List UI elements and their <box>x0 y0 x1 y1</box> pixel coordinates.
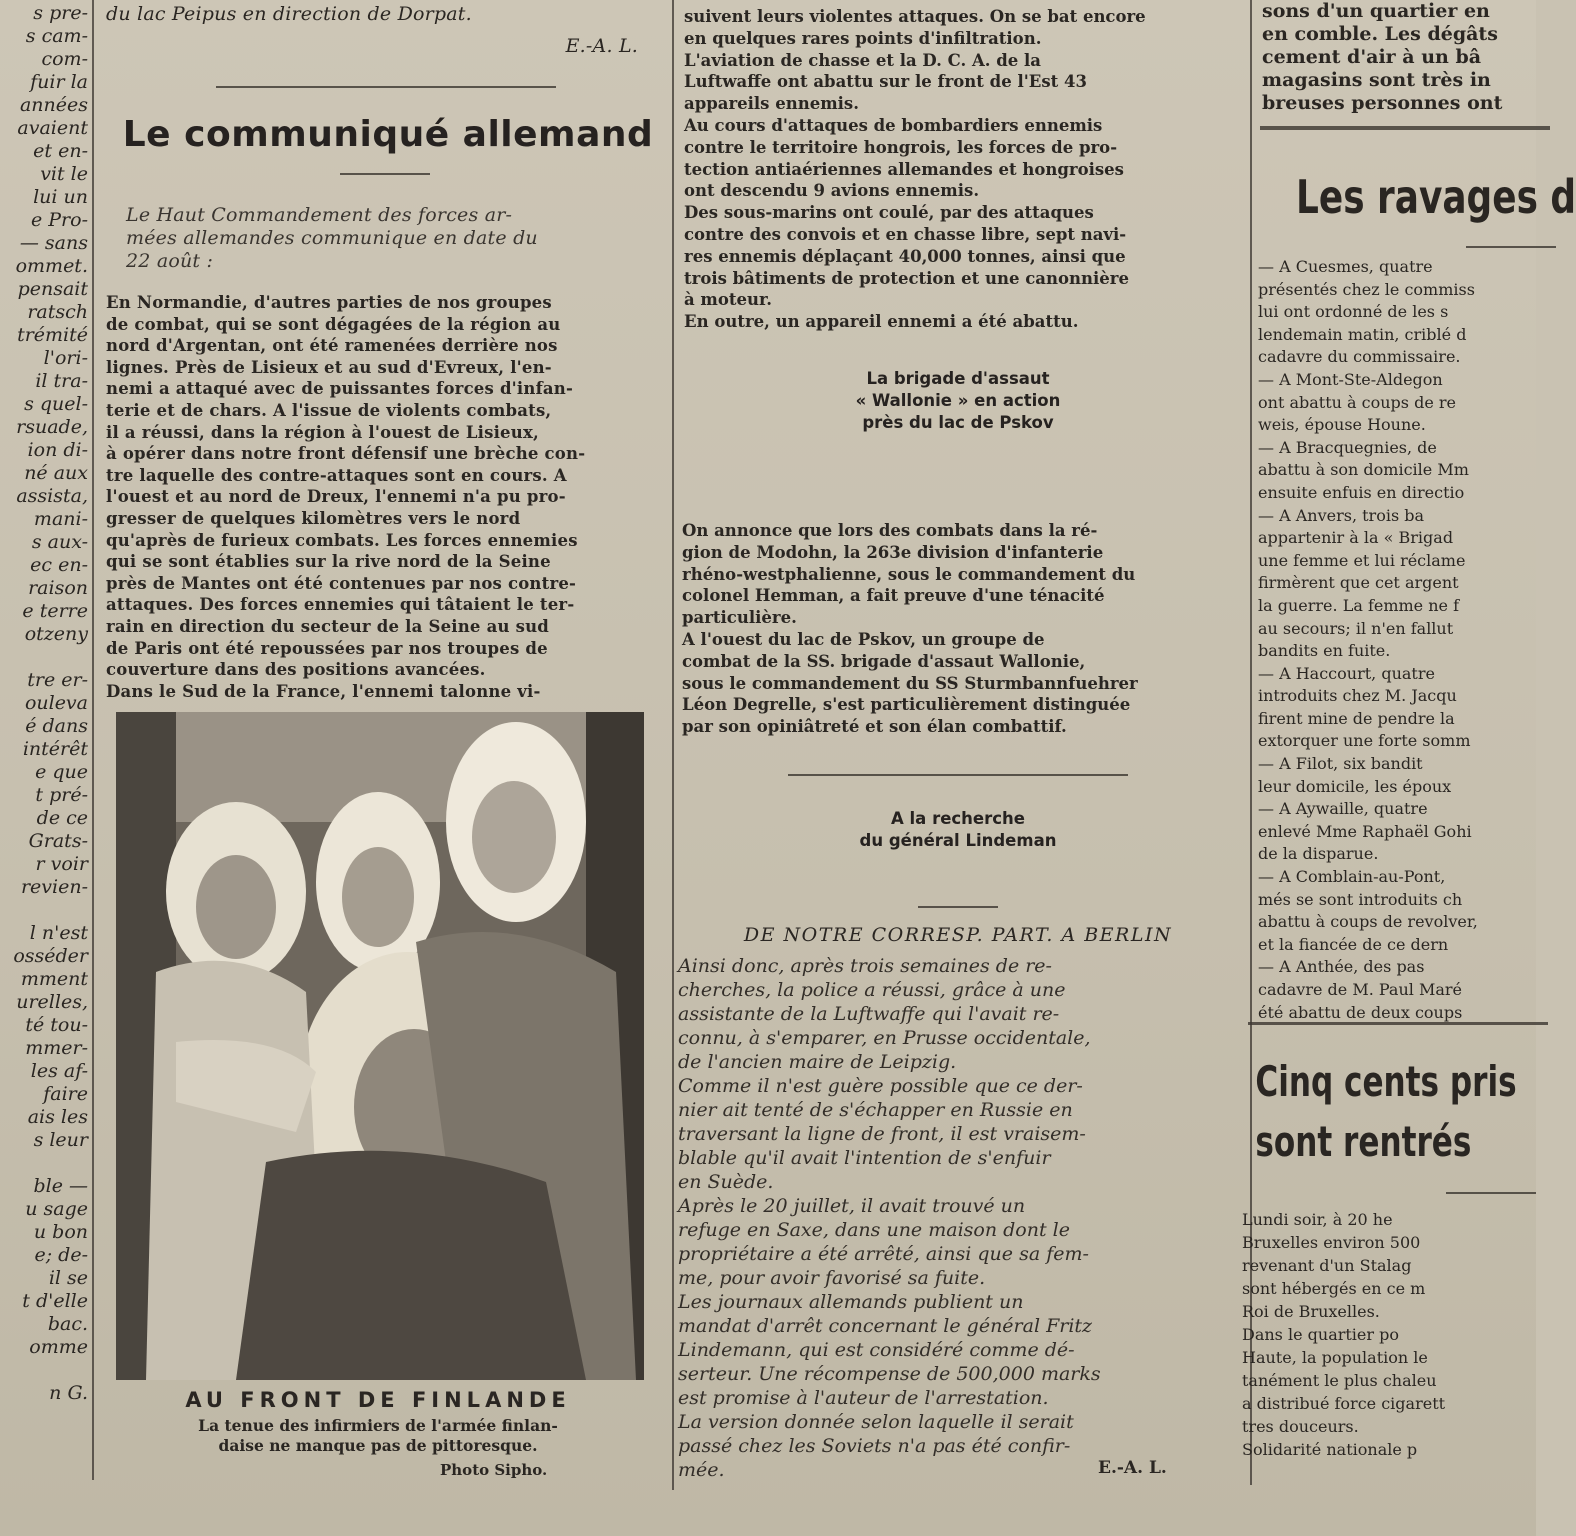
text-line: rhéno-westphalienne, sous le commandement du <box>682 564 1136 584</box>
text-line: assista, <box>16 485 88 507</box>
text-line: Après le 20 juillet, il avait trouvé un <box>678 1195 1026 1217</box>
text-line: introduits chez M. Jacqu <box>1258 686 1457 706</box>
text-line: e Pro- <box>30 209 88 231</box>
text-line: connu, à s'emparer, en Prusse occidentale, <box>678 1027 1091 1049</box>
text-line: Luftwaffe ont abattu sur le front de l'Est 43 <box>684 72 1087 92</box>
text-line: ble — <box>33 1175 88 1197</box>
text-line: Dans le quartier po <box>1242 1325 1399 1344</box>
text-line: ommet. <box>15 255 88 277</box>
text-line: particulière. <box>682 608 797 628</box>
text-line: appareils ennemis. <box>684 94 859 114</box>
text-line: mmer- <box>25 1037 88 1059</box>
separator <box>340 173 430 175</box>
text-line: ratsch <box>27 301 88 323</box>
text-line: Lundi soir, à 20 he <box>1242 1210 1393 1229</box>
photo-credit: Photo Sipho. <box>440 1461 548 1479</box>
text-line: bac. <box>47 1313 88 1335</box>
text-line: En Normandie, d'autres parties de nos groupes <box>106 293 552 312</box>
text-line: cherches, la police a réussi, grâce à une <box>678 979 1066 1001</box>
text-line: cadavre de M. Paul Maré <box>1258 980 1463 999</box>
headline-ravages: Les ravages d <box>1296 170 1576 224</box>
photo-image <box>116 712 644 1380</box>
text-line: l'ouest et au nord de Dreux, l'ennemi n'a pu pro- <box>106 487 566 507</box>
text-line: mani- <box>33 508 88 530</box>
text-line: sous le commandement du SS Sturmbannfuehrer <box>682 673 1138 693</box>
text-line: Solidarité nationale p <box>1242 1440 1418 1459</box>
text-line: cement d'air à un bâ <box>1262 46 1482 68</box>
photo-caption <box>108 1416 648 1456</box>
separator <box>1466 246 1556 248</box>
text-line: A l'ouest du lac de Pskov, un groupe de <box>682 629 1045 649</box>
text-line: mandat d'arrêt concernant le général Fritz <box>678 1315 1093 1337</box>
body-communique <box>106 292 668 702</box>
text-line: me, pour avoir favorisé sa fuite. <box>678 1267 986 1289</box>
signature: E.-A. L. <box>1098 1458 1167 1478</box>
text-line: la guerre. La femme ne f <box>1258 595 1460 615</box>
separator <box>788 774 1128 776</box>
body-top <box>684 6 1246 333</box>
text-line: suivent leurs violentes attaques. On se bat encore <box>684 7 1146 26</box>
text-line: l n'est <box>29 922 88 944</box>
text-line: Le Haut Commandement des forces ar- <box>126 204 513 226</box>
text-line: Léon Degrelle, s'est particulièrement distinguée <box>682 695 1131 715</box>
text-line: ec en- <box>30 554 88 576</box>
text-line: au secours; il n'en fallut <box>1258 618 1454 638</box>
text-line: gresser de quelques kilomètres vers le nord <box>106 508 521 528</box>
body-ravages <box>1258 256 1558 1024</box>
text-line: Roi de Bruxelles. <box>1242 1302 1380 1321</box>
text-line: à opérer dans notre front défensif une brèche con- <box>106 444 586 464</box>
text-line: nier ait tenté de s'échapper en Russie en <box>678 1099 1073 1121</box>
body-top-right <box>1262 0 1562 115</box>
text-line: té tou- <box>25 1014 88 1036</box>
separator <box>216 86 556 88</box>
text-line: trémité <box>17 324 88 346</box>
text-line: — A Aywaille, quatre <box>1258 799 1428 819</box>
body-wallonie <box>682 520 1244 738</box>
text-line: osséder <box>13 945 88 967</box>
text-line: s cam- <box>25 25 88 47</box>
text-line: t d'elle <box>22 1290 88 1312</box>
text-line: t pré- <box>35 784 88 806</box>
text-line: En outre, un appareil ennemi a été abattu. <box>684 312 1079 332</box>
intro <box>126 204 668 273</box>
text-line: rsuade, <box>16 416 88 438</box>
text-line: assistante de la Luftwaffe qui l'avait re- <box>678 1003 1060 1025</box>
text-line: terie et de chars. A l'issue de violents combats, <box>106 400 552 420</box>
column-right <box>1242 0 1576 1536</box>
text-line: tres douceurs. <box>1242 1417 1359 1436</box>
text-line: près de Mantes ont été contenues par nos contre- <box>106 573 577 593</box>
text-line: pensait <box>17 278 88 300</box>
text-line: en comble. Les dégâts <box>1262 23 1498 45</box>
text-line: colonel Hemman, a fait preuve d'une ténacité <box>682 586 1105 606</box>
separator <box>1248 1022 1548 1025</box>
text-line: vit le <box>40 163 88 185</box>
text-line: cadavre du commissaire. <box>1258 347 1461 367</box>
body-prisonniers <box>1242 1208 1542 1461</box>
text-line: revenant d'un Stalag <box>1242 1256 1412 1275</box>
text-line: Comme il n'est guère possible que ce der- <box>678 1075 1083 1097</box>
text-line: en quelques rares points d'infiltration. <box>684 28 1042 48</box>
headline-lindeman <box>678 808 1238 852</box>
text-line: e; de- <box>34 1244 88 1266</box>
text-line: l'ori- <box>43 347 88 369</box>
text-line: r voir <box>35 853 88 875</box>
column-rule <box>672 0 674 1490</box>
text-line: combat de la SS. brigade d'assaut Wallonie, <box>682 651 1086 671</box>
text-line: raison <box>28 577 88 599</box>
text-line: contre le territoire hongrois, les forces de pro- <box>684 137 1118 157</box>
text-line <box>0 1152 88 1175</box>
text-line: breuses personnes ont <box>1262 92 1503 114</box>
text-line: weis, épouse Houne. <box>1258 415 1426 435</box>
text-line: qu'après de furieux combats. Les forces ennemies <box>106 530 578 550</box>
headline-line: sont rentrés <box>1255 1117 1472 1166</box>
text-line: lui ont ordonné de les s <box>1258 302 1449 322</box>
text-line: de ce <box>36 807 88 829</box>
text-line: de l'ancien maire de Leipzig. <box>678 1051 957 1073</box>
headline-line: Cinq cents pris <box>1255 1057 1517 1106</box>
text-line: tre er- <box>27 669 88 691</box>
text-line: — sans <box>19 232 88 254</box>
text-line: à moteur. <box>684 290 772 310</box>
text-line: Haute, la population le <box>1242 1348 1428 1367</box>
text-line: qui se sont établies sur la rive nord de la Seine <box>106 552 551 572</box>
headline-line: La brigade d'assaut <box>866 369 1050 388</box>
text-line: mée. <box>678 1459 725 1481</box>
text-line: s leur <box>33 1129 88 1151</box>
text-line: appartenir à la « Brigad <box>1258 528 1454 548</box>
text-line: On annonce que lors des combats dans la ré- <box>682 521 1098 540</box>
signature: E.-A. L. <box>565 35 638 57</box>
text-line: propriétaire a été arrêté, ainsi que sa fem- <box>678 1243 1089 1265</box>
text-line: blable qu'il avait l'intention de s'enfuir <box>678 1147 1051 1169</box>
text-line: et la fiancée de ce dern <box>1258 934 1449 954</box>
text-line: — A Anthée, des pas <box>1258 957 1425 977</box>
text-line: avaient <box>17 117 88 139</box>
text-line: une femme et lui réclame <box>1258 550 1466 570</box>
text-line: du lac Peipus en direction de Dorpat. <box>106 3 472 25</box>
text-line: les af- <box>30 1060 88 1082</box>
text-line: années <box>19 94 88 116</box>
text-line: magasins sont très in <box>1262 69 1491 91</box>
column-rule <box>92 0 94 1480</box>
text-line: leur domicile, les époux <box>1258 776 1452 796</box>
text-line: — A Anvers, trois ba <box>1258 505 1425 525</box>
text-line: firmèrent que cet argent <box>1258 573 1459 593</box>
text-line: u sage <box>25 1198 88 1220</box>
text-line: abattu à son domicile Mm <box>1258 460 1469 480</box>
text-line: ont descendu 9 avions ennemis. <box>684 181 980 201</box>
text-line: sons d'un quartier en <box>1262 0 1490 22</box>
text-line: — A Mont-Ste-Aldegon <box>1258 369 1443 389</box>
text-line <box>0 899 88 922</box>
text-line: lui un <box>33 186 88 208</box>
headline-line: près du lac de Pskov <box>862 412 1054 432</box>
text-line: ensuite enfuis en directio <box>1258 482 1465 502</box>
separator <box>1446 1192 1536 1194</box>
headline-communique: Le communiqué allemand <box>122 114 654 155</box>
text-line: traversant la ligne de front, il est vraisem- <box>678 1123 1086 1145</box>
headline-line: « Wallonie » en action <box>855 390 1061 410</box>
text-line: de Paris ont été repoussées par nos troupes de <box>106 638 548 658</box>
text-line <box>0 646 88 669</box>
separator <box>1260 126 1550 130</box>
text-line: par son opiniâtreté et son élan combattif. <box>682 717 1067 737</box>
text-line: attaques. Des forces ennemies qui tâtaient le ter- <box>106 595 575 615</box>
text-line: tection antiaériennes allemandes et hongroises <box>684 159 1124 179</box>
text-line: Les journaux allemands publient un <box>678 1291 1024 1313</box>
text-line: de combat, qui se sont dégagées de la région au <box>106 314 561 334</box>
separator <box>918 906 998 908</box>
text-line: trois bâtiments de protection et une canonnière <box>684 268 1129 288</box>
text-line: bandits en fuite. <box>1258 641 1391 661</box>
text-line: — A Bracquegnies, de <box>1258 437 1437 457</box>
text-line: Lindemann, qui est considéré comme dé- <box>678 1339 1075 1361</box>
text-line: La version donnée selon laquelle il serait <box>678 1411 1074 1433</box>
text-line: u bon <box>33 1221 88 1243</box>
photo-caption-title: AU FRONT DE FINLANDE <box>185 1388 571 1412</box>
text-line: faire <box>43 1083 88 1105</box>
text-line: contre des convois et en chasse libre, sept navi- <box>684 224 1127 244</box>
text-line: e terre <box>22 600 88 622</box>
text-line: revien- <box>20 876 88 898</box>
text-line: passé chez les Soviets n'a pas été confir- <box>678 1435 1071 1457</box>
text-line: et en- <box>33 140 88 162</box>
photo-finnish-nurses <box>116 712 644 1380</box>
text-line: Ainsi donc, après trois semaines de re- <box>678 955 1052 977</box>
text-line: daise ne manque pas de pittoresque. <box>218 1436 538 1455</box>
text-line: Bruxelles environ 500 <box>1242 1233 1421 1252</box>
text-line: est promise à l'auteur de l'arrestation. <box>678 1387 1049 1409</box>
text-line <box>0 1359 88 1382</box>
column-middle <box>678 0 1248 1536</box>
text-line: il se <box>48 1267 88 1289</box>
text-line: omme <box>29 1336 88 1358</box>
text-line: — A Filot, six bandit <box>1258 754 1423 774</box>
left-partial-column <box>0 2 88 1482</box>
text-line: né aux <box>24 462 88 484</box>
text-line: s pre- <box>33 2 88 24</box>
text-line: a distribué force cigarett <box>1242 1394 1446 1413</box>
text-line: — A Cuesmes, quatre <box>1258 257 1433 276</box>
text-line: mées allemandes communique en date du <box>126 227 538 249</box>
text-line: ont abattu à coups de re <box>1258 392 1456 412</box>
text-line: La tenue des infirmiers de l'armée finlan- <box>198 1416 558 1435</box>
text-line: ais les <box>27 1106 88 1128</box>
text-line: otzeny <box>24 623 88 645</box>
body-lindeman <box>678 954 1240 1482</box>
text-line: L'aviation de chasse et la D. C. A. de la <box>684 50 1041 70</box>
text-line: ion di- <box>27 439 88 461</box>
text-line: Dans le Sud de la France, l'ennemi talonne vi- <box>106 681 541 701</box>
text-line: nord d'Argentan, ont été ramenées derrière nos <box>106 336 558 356</box>
text-line: res ennemis déplaçant 40,000 tonnes, ainsi que <box>684 246 1126 266</box>
headline-line: du général Lindeman <box>859 830 1057 850</box>
text-line: enlevé Mme Raphaël Gohi <box>1258 821 1472 841</box>
text-line: sont hébergés en ce m <box>1242 1279 1426 1298</box>
text-line: intérêt <box>22 738 88 760</box>
text-line: refuge en Saxe, dans une maison dont le <box>678 1219 1070 1241</box>
text-line: de la disparue. <box>1258 844 1379 864</box>
text-line: Au cours d'attaques de bombardiers ennemis <box>684 115 1103 135</box>
text-line: lendemain matin, criblé d <box>1258 324 1467 344</box>
dateline: DE NOTRE CORRESP. PART. A BERLIN <box>743 924 1173 946</box>
text-line: il tra- <box>35 370 88 392</box>
text-line: s quel- <box>24 393 88 415</box>
text-line: nemi a attaqué avec de puissantes forces d'infan- <box>106 379 574 399</box>
text-line: lignes. Près de Lisieux et au sud d'Evreux, l'en- <box>106 357 552 377</box>
text-line: 22 août : <box>126 250 214 272</box>
text-line: é dans <box>25 715 88 737</box>
headline-wallonie <box>678 368 1238 433</box>
text-line: en Suède. <box>678 1171 774 1193</box>
text-line: s aux- <box>31 531 88 553</box>
text-line: fuir la <box>30 71 88 93</box>
text-line: couverture dans des positions avancées. <box>106 660 486 680</box>
text-line: été abattu de deux coups <box>1258 1002 1463 1022</box>
text-line: il a réussi, dans la région à l'ouest de Lisieux, <box>106 422 539 442</box>
headline-line: A la recherche <box>891 809 1025 828</box>
text-line: com- <box>41 48 88 70</box>
text-line: més se sont introduits ch <box>1258 889 1463 909</box>
text-line: — A Comblain-au-Pont, <box>1258 867 1446 887</box>
text-line: — A Haccourt, quatre <box>1258 663 1435 683</box>
text-line: abattu à coups de revolver, <box>1258 912 1478 932</box>
text-line: e que <box>35 761 88 783</box>
text-line: tre laquelle des contre-attaques sont en cours. A <box>106 465 567 485</box>
text-line: Des sous-marins ont coulé, par des attaques <box>684 203 1094 223</box>
headline-prisonniers <box>1248 1052 1548 1172</box>
text-line: Grats- <box>28 830 88 852</box>
text-line: n G. <box>49 1382 88 1404</box>
text-line: extorquer une forte somm <box>1258 731 1471 751</box>
text-line: présentés chez le commiss <box>1258 279 1475 299</box>
text-line: serteur. Une récompense de 500,000 marks <box>678 1363 1101 1385</box>
text-line: firent mine de pendre la <box>1258 708 1455 728</box>
text-line: urelles, <box>16 991 88 1013</box>
text-line: tanément le plus chaleu <box>1242 1371 1437 1390</box>
text-line: rain en direction du secteur de la Seine au sud <box>106 616 550 636</box>
text-line: mment <box>20 968 88 990</box>
text-line: ouleva <box>24 692 88 714</box>
text-line: gion de Modohn, la 263e division d'infanterie <box>682 542 1104 562</box>
